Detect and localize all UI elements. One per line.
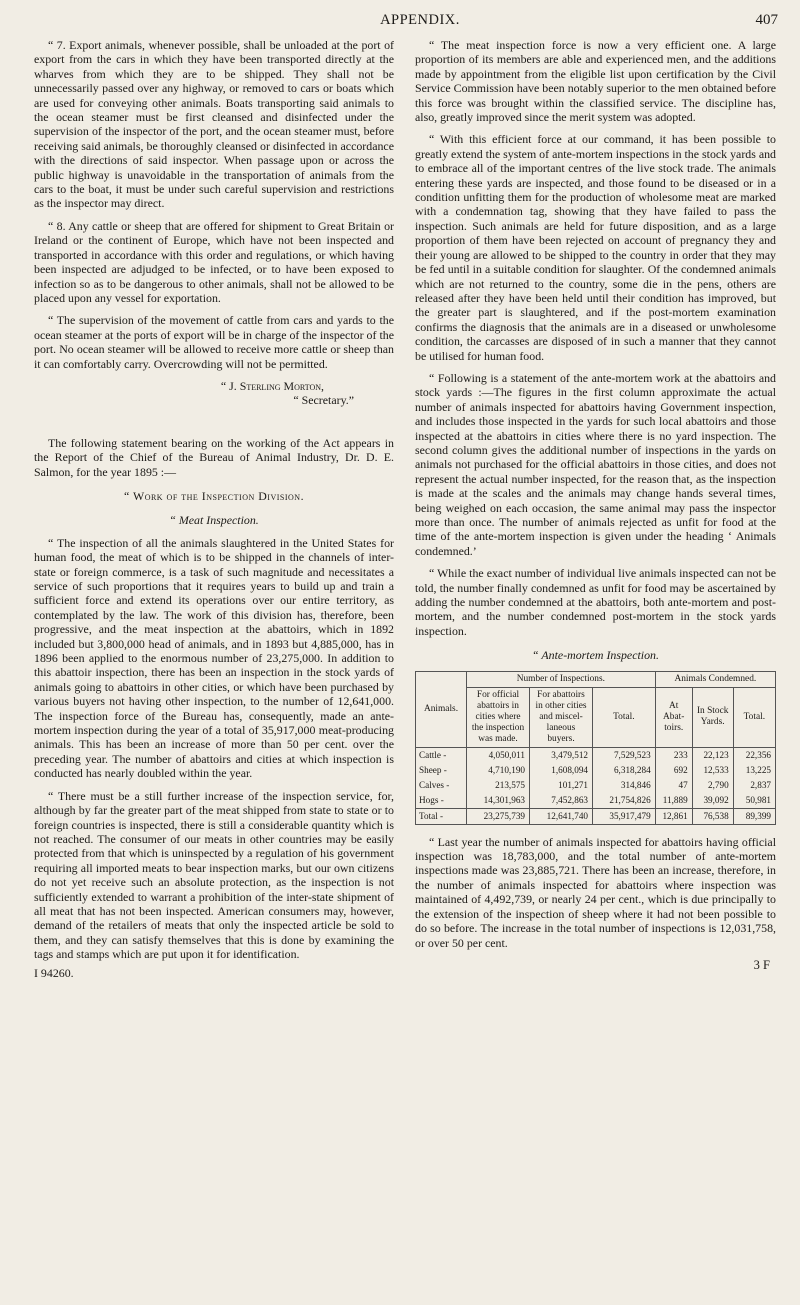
page-number: 407: [755, 12, 778, 28]
table-header-total: Total.: [593, 687, 656, 747]
cell-official: 23,275,739: [467, 808, 530, 824]
cell-official: 213,575: [467, 778, 530, 793]
paragraph-rule-7: “ 7. Export animals, whenever possible, shall be unloaded at the port of export from the cars in which they have been transported directly at the wharves from which they are to be shipped. They shall not be unnecessarily passed over any highway, or removed to cars or boats which are used for conveying other animals. Boats transporting said animals to the ocean steamer must be first cleansed and disinfected under the supervision of the inspector of the port, and the ocean steamer must, before receiving said animals, be thoroughly cleansed or disinfected in accordance with the directions of said inspector. When passage upon or across the public highway is unavoidable in the transportation of animals from the cars to the boat, it must be under such careful supervision and restrictions as the inspector may direct.: [34, 38, 394, 211]
paragraph-statement-intro: The following statement bearing on the working of the Act appears in the Report of the Chief of the Bureau of Animal Industry, Dr. D. E. Salmon, for the year 1895 :—: [34, 435, 394, 479]
paragraph-following-statement: “ Following is a statement of the ante-mortem work at the abattoirs and stock yards :—The figures in the first column approximate the actual number of animals inspected for abattoirs having Government inspection, and includes those inspected in the yards for such local abattoirs and those inspected at the abattoirs in cities where there is no yard inspection. The second column gives the additional number of inspections in the yards on animals not purchased for the official abattoirs in those cities, and does not represent the actual number inspected, for the reason that, as the inspection is made at the scales and the animals may change hands several times, being weighed on each occasion, the same animal may pass the inspector more than once. The number of animals rejected as unfit for food at the time of the ante-mortem inspection is given under the heading ‘ Animals condemned.’: [415, 370, 776, 558]
cell-total2: 2,837: [733, 778, 775, 793]
table-header-official: For official abattoirs in cities where the inspection was made.: [467, 687, 530, 747]
row-label: Cattle -: [416, 747, 467, 763]
cell-total: 314,846: [593, 778, 656, 793]
paragraph-force-efficient: “ The meat inspection force is now a very efficient one. A large proportion of its members are able and experienced men, and the additions made by appointment from the eligible list upon certification by the Civil Service Commission have been notably superior to the men obtained before this force was brought within the classified service. The discipline has, also, greatly improved since the merit system was adopted.: [415, 38, 776, 125]
section-heading-work: “ Work of the Inspection Division.: [123, 488, 305, 503]
row-label: Total -: [416, 808, 467, 824]
cell-abattoirs: 692: [655, 763, 692, 778]
row-label: Hogs -: [416, 793, 467, 809]
paragraph-rule-8: “ 8. Any cattle or sheep that are offered for shipment to Great Britain or Ireland or the continent of Europe, which have not been inspected and transported in accordance with this order and regulations, or which having been inspected are adjudged to be infected, or to have been exposed to infection so as to be dangerous to other animals, shall not be allowed to be placed upon any vessel for exportation.: [34, 218, 394, 305]
paragraph-further-increase: “ There must be a still further increase of the inspection service, for, although by far the greater part of the meat shipped from state to state or to foreign countries is inspected, there is still a considerable quantity which is not reached. The consumer of our meats in other countries may be easily protected from that which is uninspected by a regulation of his government requiring all imported meats to bear inspection marks, but our own citizens do not yet receive such an absolute protection, as the inspection is not sufficiently extended to warrant a prohibition of the inter-state shipment of all meat that has not been inspected. American consumers may, however, demand of the retailers of meats that only the inspected article be sold to them, and they can satisfy themselves that this is done by examining the tags and stamps which are put upon it for identification.: [34, 788, 394, 962]
cell-total2: 50,981: [733, 793, 775, 809]
cell-stockyards: 39,092: [692, 793, 733, 809]
cell-other: 101,271: [530, 778, 593, 793]
cell-stockyards: 2,790: [692, 778, 733, 793]
cell-total2: 89,399: [733, 808, 775, 824]
paragraph-supervision: “ The supervision of the movement of cattle from cars and yards to the ocean steamer at the ports of export will be in charge of the inspector of the port. No ocean steamer will be allowed to receive more cattle or sheep than it can comfortably carry. Overcrowding will not be permitted.: [34, 313, 394, 371]
table-row: [416, 778, 776, 793]
table-row: [416, 747, 776, 763]
cell-total: 6,318,284: [593, 763, 656, 778]
cell-abattoirs: 11,889: [655, 793, 692, 809]
paragraph-exact-number: “ While the exact number of individual live animals inspected can not be told, the number finally condemned as unfit for food may be ascertained by adding the number condemned at the abattoirs, both ante-mortem and post-mortem, and the number condemned post-mortem in the stock yards inspection.: [415, 566, 776, 638]
cell-other: 7,452,863: [530, 793, 593, 809]
cell-total: 7,529,523: [593, 747, 656, 763]
table-header-other: For abattoirs in other cities and miscel-laneous buyers.: [530, 687, 593, 747]
cell-abattoirs: 12,861: [655, 808, 692, 824]
row-label: Sheep -: [416, 763, 467, 778]
table-total-row: [416, 808, 776, 824]
cell-total: 21,754,826: [593, 793, 656, 809]
table-header-total2: Total.: [733, 687, 775, 747]
page-signature: 3 F: [753, 957, 770, 972]
table-group-header-condemned: Animals Condemned.: [655, 671, 775, 687]
cell-stockyards: 22,123: [692, 747, 733, 763]
cell-official: 14,301,963: [467, 793, 530, 809]
cell-stockyards: 12,533: [692, 763, 733, 778]
paragraph-meat-inspection: “ The inspection of all the animals slaughtered in the United States for human food, the meat of which is to be shipped in the channels of inter-state or foreign commerce, is a task of such magnitude and necessitates a service of such proportions that it requires years to build up and train a sufficient force and extend its operations over our entire territory, as contemplated by the law. The work of this division has, therefore, been progressive, and the meat inspection at the abattoirs, which in 1892 included but 3,800,000 head of animals, and in 1893 but 4,885,000, has in 1896 been applied to the enormous number of 23,275,000. In addition to this abattoir inspection, there has been an inspection in the stock yards of animals going to abattoirs in other cities, or which have been purchased by various buyers not having other inspection, to the number of 12,641,000. The inspection force of the Bureau has, consequently, made an ante-mortem inspection during the year of a total of 35,917,000 meat-producing animals. This has been an increase of more than 50 per cent. over the preceding year. The number of abattoirs and cities at which inspection is conducted has nearly doubled within the year.: [34, 535, 394, 781]
ante-mortem-table: [415, 671, 776, 825]
table-group-header-inspections: Number of Inspections.: [467, 671, 656, 687]
printer-signature-mark: I 94260.: [34, 965, 74, 980]
table-row: [416, 763, 776, 778]
cell-stockyards: 76,538: [692, 808, 733, 824]
signature-title: “ Secretary.”: [293, 393, 354, 408]
cell-other: 12,641,740: [530, 808, 593, 824]
cell-other: 3,479,512: [530, 747, 593, 763]
running-head: [0, 10, 800, 34]
row-label: Calves -: [416, 778, 467, 793]
right-column: [415, 38, 776, 972]
cell-total2: 13,225: [733, 763, 775, 778]
signature-name: “ J. Sterling Morton,: [220, 378, 324, 393]
cell-official: 4,050,011: [467, 747, 530, 763]
cell-total2: 22,356: [733, 747, 775, 763]
cell-abattoirs: 47: [655, 778, 692, 793]
paragraph-last-year: “ Last year the number of animals inspected for abattoirs having official inspection was 18,783,000, and the total number of ante-mortem inspections made was 23,885,721. There has been an increase, therefore, in the number of animals inspected for abattoirs where inspection was maintained of 4,492,739, or nearly 24 per cent., which is due principally to the extension of the inspection of sheep where it had not been possible to do so before. The increase in the total number of inspections is 12,031,758, or over 50 per cent.: [415, 834, 776, 950]
section-heading-ante-mortem: “ Ante-mortem Inspection.: [532, 648, 659, 663]
cell-other: 1,608,094: [530, 763, 593, 778]
paragraph-ante-mortem-system: “ With this efficient force at our command, it has been possible to greatly extend the system of ante-mortem inspections in the stock yards and to embrace all of the important centres of the live stock trade. The animals entering these yards are inspected, and those found to be diseased or in a condition unfitting them for the production of wholesome meat are marked with a condemnation tag, showing that they have failed to pass the inspection. Such animals are held for future disposition, and as a large proportion of them have been rejected on account of pregnancy they and their young are allowed to be shipped to the country in order that they may be fed until in a suitable condition for slaughter. Of the condemned animals which are not returned to the country, some die in the pens, others are released after they have been held until their condition has improved, but the greater part is slaughtered, and if the post-mortem examination confirms the diagnosis that the animals are in a diseased or unwholesome condition, the carcasses are disposed of in such a manner that they cannot be utilised for human food.: [415, 132, 776, 363]
cell-total: 35,917,479: [593, 808, 656, 824]
cell-abattoirs: 233: [655, 747, 692, 763]
table-row: [416, 793, 776, 809]
running-head-title: APPENDIX.: [380, 12, 460, 28]
section-heading-meat-inspection: “ Meat Inspection.: [169, 513, 259, 528]
cell-official: 4,710,190: [467, 763, 530, 778]
left-column: [34, 38, 394, 981]
table-header-animals: Animals.: [416, 671, 467, 747]
table-header-stockyards: In Stock Yards.: [692, 687, 733, 747]
table-header-abattoirs: At Abat-toirs.: [655, 687, 692, 747]
